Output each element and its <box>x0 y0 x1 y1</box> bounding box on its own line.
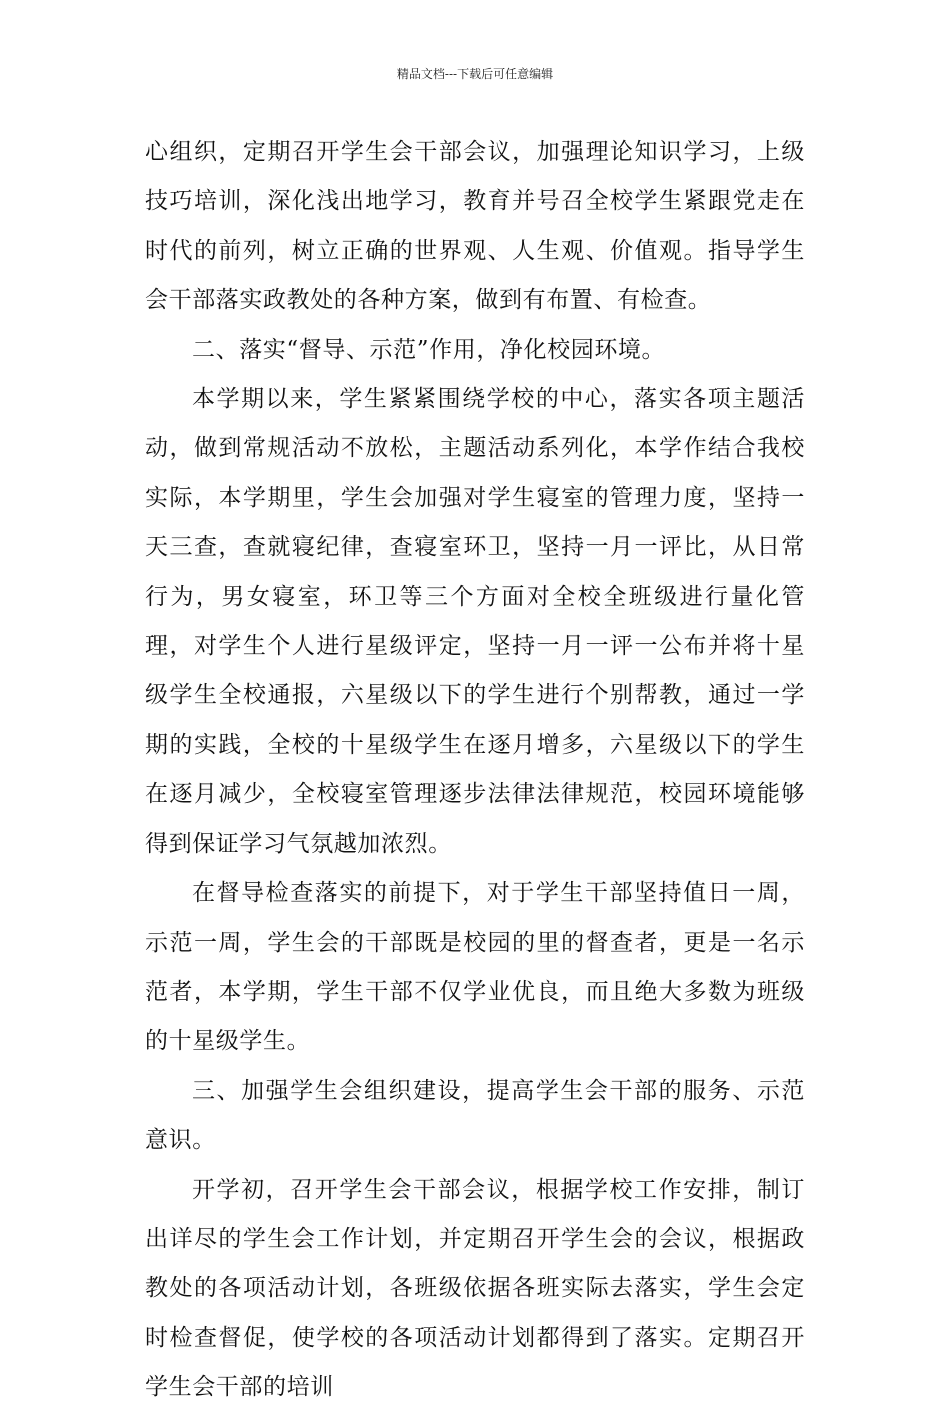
section-heading-three: 三、加强学生会组织建设，提高学生会干部的服务、示范意识。 <box>145 1077 805 1154</box>
paragraph-supervision: 在督导检查落实的前提下，对于学生干部坚持值日一周，示范一周，学生会的干部既是校园的里的督查者，更是一名示范者，本学期，学生干部不仅学业优良，而且绝大多数为班级的十星级学生。 <box>145 880 805 1055</box>
paragraph-start-of-term: 开学初，召开学生会干部会议，根据学校工作安排，制订出详尽的学生会工作计划，并定期召开学生会的会议，根据政教处的各项活动计划，各班级依据各班实际去落实，学生会定时检查督促，使学校的各项活动计划都得到了落实。定期召开学生会干部的培训 <box>145 1176 805 1401</box>
paragraph-continuation: 心组织，定期召开学生会干部会议，加强理论知识学习，上级技巧培训，深化浅出地学习，教育并号召全校学生紧跟党走在时代的前列，树立正确的世界观、人生观、价值观。指导学生会干部落实政教处的各种方案，做到有布置、有检查。 <box>145 139 805 314</box>
paragraph-dorm-management: 本学期以来，学生紧紧围绕学校的中心，落实各项主题活动，做到常规活动不放松，主题活动系列化，本学作结合我校实际，本学期里，学生会加强对学生寝室的管理力度，坚持一天三查，查就寝纪律，查寝室环卫，坚持一月一评比，从日常行为，男女寝室，环卫等三个方面对全校全班级进行量化管理，对学生个人进行星级评定，坚持一月一评一公布并将十星级学生全校通报，六星级以下的学生进行个别帮教，通过一学期的实践，全校的十星级学生在逐月增多，六星级以下的学生在逐月减少，全校寝室管理逐步法律法律规范，校园环境能够得到保证学习气氛越加浓烈。 <box>145 386 805 857</box>
page-header: 精品文档---下载后可任意编辑 <box>396 67 554 81</box>
document-body <box>145 128 805 1413</box>
section-heading-two: 二、落实“督导、示范”作用，净化校园环境。 <box>192 336 666 363</box>
